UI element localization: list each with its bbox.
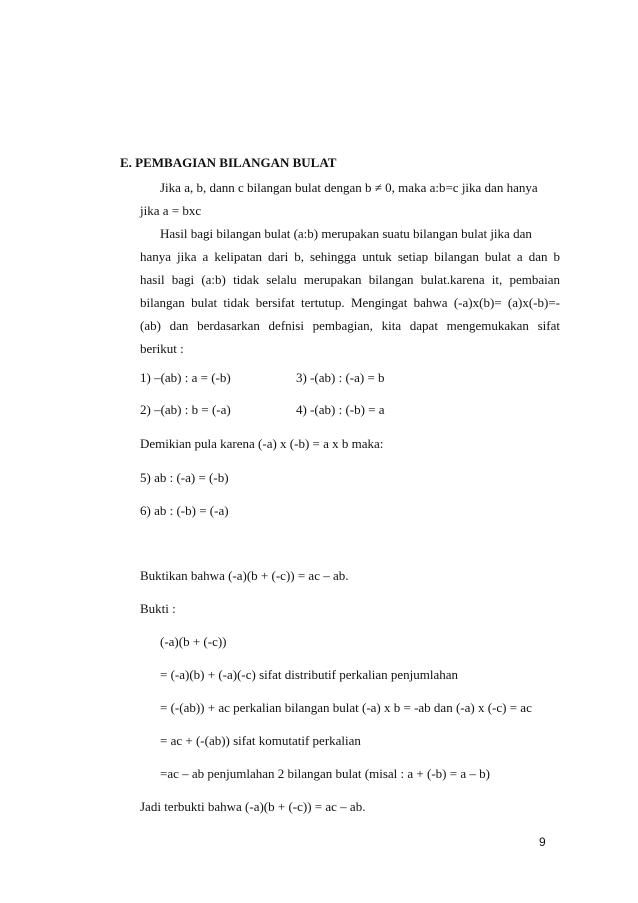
section-heading: E. PEMBAGIAN BILANGAN BULAT [120, 155, 337, 170]
paragraph-line: hasil bagi (a:b) tidak selalu merupakan bilangan bulat.karena it, pembaian [140, 272, 560, 287]
proof-step: = ac + (-(ab)) sifat komutatif perkalian [160, 733, 361, 748]
property-item: 6) ab : (-b) = (-a) [140, 503, 229, 518]
proof-label: Bukti : [140, 601, 176, 616]
property-item: 4) -(ab) : (-b) = a [296, 402, 385, 417]
proof-statement: Buktikan bahwa (-a)(b + (-c)) = ac – ab. [140, 568, 349, 583]
proof-conclusion: Jadi terbukti bahwa (-a)(b + (-c)) = ac – ab. [140, 799, 366, 814]
property-item: 5) ab : (-a) = (-b) [140, 470, 229, 485]
paragraph-line: Jika a, b, dann c bilangan bulat dengan b ≠ 0, maka a:b=c jika dan hanya [160, 180, 538, 195]
paragraph-line: Demikian pula karena (-a) x (-b) = a x b maka: [140, 436, 384, 451]
property-item: 1) –(ab) : a = (-b) [140, 370, 231, 385]
property-item: 3) -(ab) : (-a) = b [296, 370, 385, 385]
proof-step: =ac – ab penjumlahan 2 bilangan bulat (misal : a + (-b) = a – b) [160, 766, 490, 781]
paragraph-line: Hasil bagi bilangan bulat (a:b) merupakan suatu bilangan bulat jika dan [160, 226, 532, 241]
page-number: 9 [539, 835, 546, 849]
proof-step: = (-a)(b) + (-a)(-c) sifat distributif perkalian penjumlahan [160, 667, 459, 682]
proof-step: (-a)(b + (-c)) [160, 634, 227, 649]
property-item: 2) –(ab) : b = (-a) [140, 402, 231, 417]
paragraph-line: jika a = bxc [140, 203, 202, 218]
paragraph-line: hanya jika a kelipatan dari b, sehingga untuk setiap bilangan bulat a dan b [140, 249, 560, 264]
paragraph-line: bilangan bulat tidak bersifat tertutup. Mengingat bahwa (-a)x(b)= (a)x(-b)=- [140, 295, 560, 310]
paragraph-line: (ab) dan berdasarkan defnisi pembagian, kita dapat mengemukakan sifat [140, 318, 560, 333]
paragraph-line: berikut : [140, 341, 184, 356]
proof-step: = (-(ab)) + ac perkalian bilangan bulat (-a) x b = -ab dan (-a) x (-c) = ac [160, 700, 532, 715]
